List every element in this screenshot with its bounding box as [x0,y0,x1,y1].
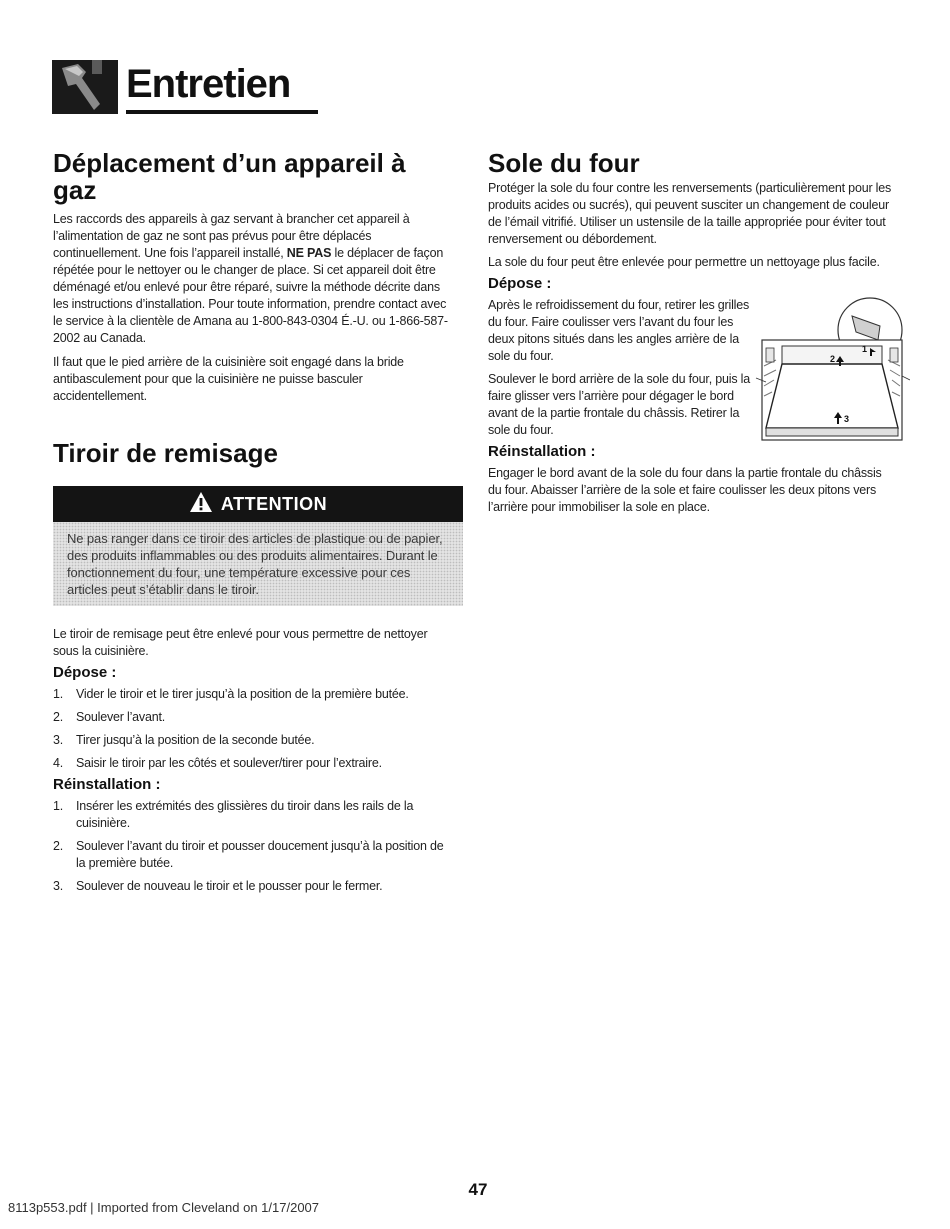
gas-p1-emphasis: NE PAS [286,246,332,260]
oven-paragraph-2: La sole du four peut être enlevée pour permettre un nettoyage plus facile. [488,255,880,269]
gas-paragraph-2: Il faut que le pied arrière de la cuisinière soit engagé dans la bride antibasculement pour que la cuisinière ne puisse basculer accidentellement. [53,355,404,403]
oven-section-title: Sole du four [488,148,640,178]
step-text: Vider le tiroir et le tirer jusqu’à la position de la première butée. [76,687,409,701]
list-item [53,709,453,726]
warning-triangle-icon [189,491,213,518]
drawer-reinstall-title: Réinstallation : [53,776,161,793]
list-item [53,838,453,872]
step-text: Tirer jusqu’à la position de la seconde butée. [76,733,315,747]
title-underline [126,110,318,114]
drawer-section [53,440,468,895]
list-item [53,732,453,749]
step-text: Soulever de nouveau le tiroir et le pousser pour le fermer. [76,879,383,893]
step-text: Soulever l’avant. [76,710,166,724]
drawer-depose-steps [53,686,453,772]
step-number: 1. [53,799,64,813]
list-item [53,755,453,772]
drawer-depose-title: Dépose : [53,664,117,681]
oven-depose-paragraph-2: Soulever le bord arrière de la sole du four, puis la faire glisser vers l’arrière pour dégager le bord avant de la partie frontale du châssis. Retirer la sole du four. [488,372,750,437]
step-number: 3. [53,879,64,893]
step-number: 2. [53,839,64,853]
attention-header [53,486,463,522]
drawer-section-title: Tiroir de remisage [53,438,278,468]
attention-text: Ne pas ranger dans ce tiroir des articles de plastique ou de papier, des produits inflammables ou des produits alimentaires. Durant le fonctionnement du four, une température excessive pour ces articles peut s’établir dans le tiroir. [53,522,463,606]
step-number: 4. [53,756,64,770]
gas-section [53,150,458,405]
page-header [52,52,292,122]
step-text: Saisir le tiroir par les côtés et soulever/tirer pour l’extraire. [76,756,382,770]
list-item [53,798,453,832]
gas-paragraph-1 [53,211,458,347]
list-item [53,686,453,703]
step-number: 2. [53,710,64,724]
oven-bottom-diagram [752,296,910,446]
source-note: 8113p553.pdf | Imported from Cleveland on 1/17/2007 [8,1200,320,1215]
step-number: 1. [53,687,64,701]
oven-depose-title: Dépose : [488,275,552,292]
list-item [53,878,453,895]
drawer-reinstall-steps [53,798,453,895]
drawer-intro: Le tiroir de remisage peut être enlevé pour vous permettre de nettoyer sous la cuisinière. [53,627,428,658]
step-text: Insérer les extrémités des glissières du tiroir dans les rails de la cuisinière. [76,799,414,830]
diagram-label-3: 3 [844,414,850,424]
wrench-icon [52,58,118,116]
step-text: Soulever l’avant du tiroir et pousser doucement jusqu’à la position de la première butée. [76,839,444,870]
oven-reinstall-title: Réinstallation : [488,443,596,460]
gas-p1-text: Les raccords des appareils à gaz servant à brancher cet appareil à l’alimentation de gaz ne sont pas prévus pour être déplacés continuellement. Une fois l’appareil installé, [53,212,410,260]
step-number: 3. [53,733,64,747]
gas-p1-text-cont: le déplacer de façon répétée pour le nettoyer ou le changer de place. Si cet appareil doit être déménagé et/ou enlevé pour être réparé, suivre la méthode décrite dans les instructions d’installation. Pour toute information, prendre contact avec le service à la clientèle de Amana au 1-800-843-0304 É.-U. ou 1-866-587-2002 au Canada. [53,246,448,345]
diagram-label-2: 2 [830,354,836,364]
attention-label: ATTENTION [220,493,328,514]
oven-reinstall-paragraph: Engager le bord avant de la sole du four dans la partie frontale du châssis du four. Abaisser l’arrière de la sole et faire coulisser les deux pitons vers l’arrière pour immobiliser la sole en place. [488,466,882,514]
oven-paragraph-1: Protéger la sole du four contre les renversements (particulièrement pour les produits acides ou sucrés), qui peuvent susciter un changement de couleur de l’émail vitrifié. Utiliser un ustensile de la taille appropriée pour éviter tout renversement ou débordement. [488,181,892,246]
page-number: 47 [468,1180,488,1199]
oven-depose-paragraph-1: Après le refroidissement du four, retirer les grilles du four. Faire coulisser vers l’avant du four les deux pitons situés dans les angles arrière de la sole du four. [488,298,750,363]
diagram-label-1: 1 [862,344,868,354]
attention-box [53,486,463,606]
gas-section-title: Déplacement d’un appareil à gaz [53,148,406,205]
page-title: Entretien [126,62,291,106]
